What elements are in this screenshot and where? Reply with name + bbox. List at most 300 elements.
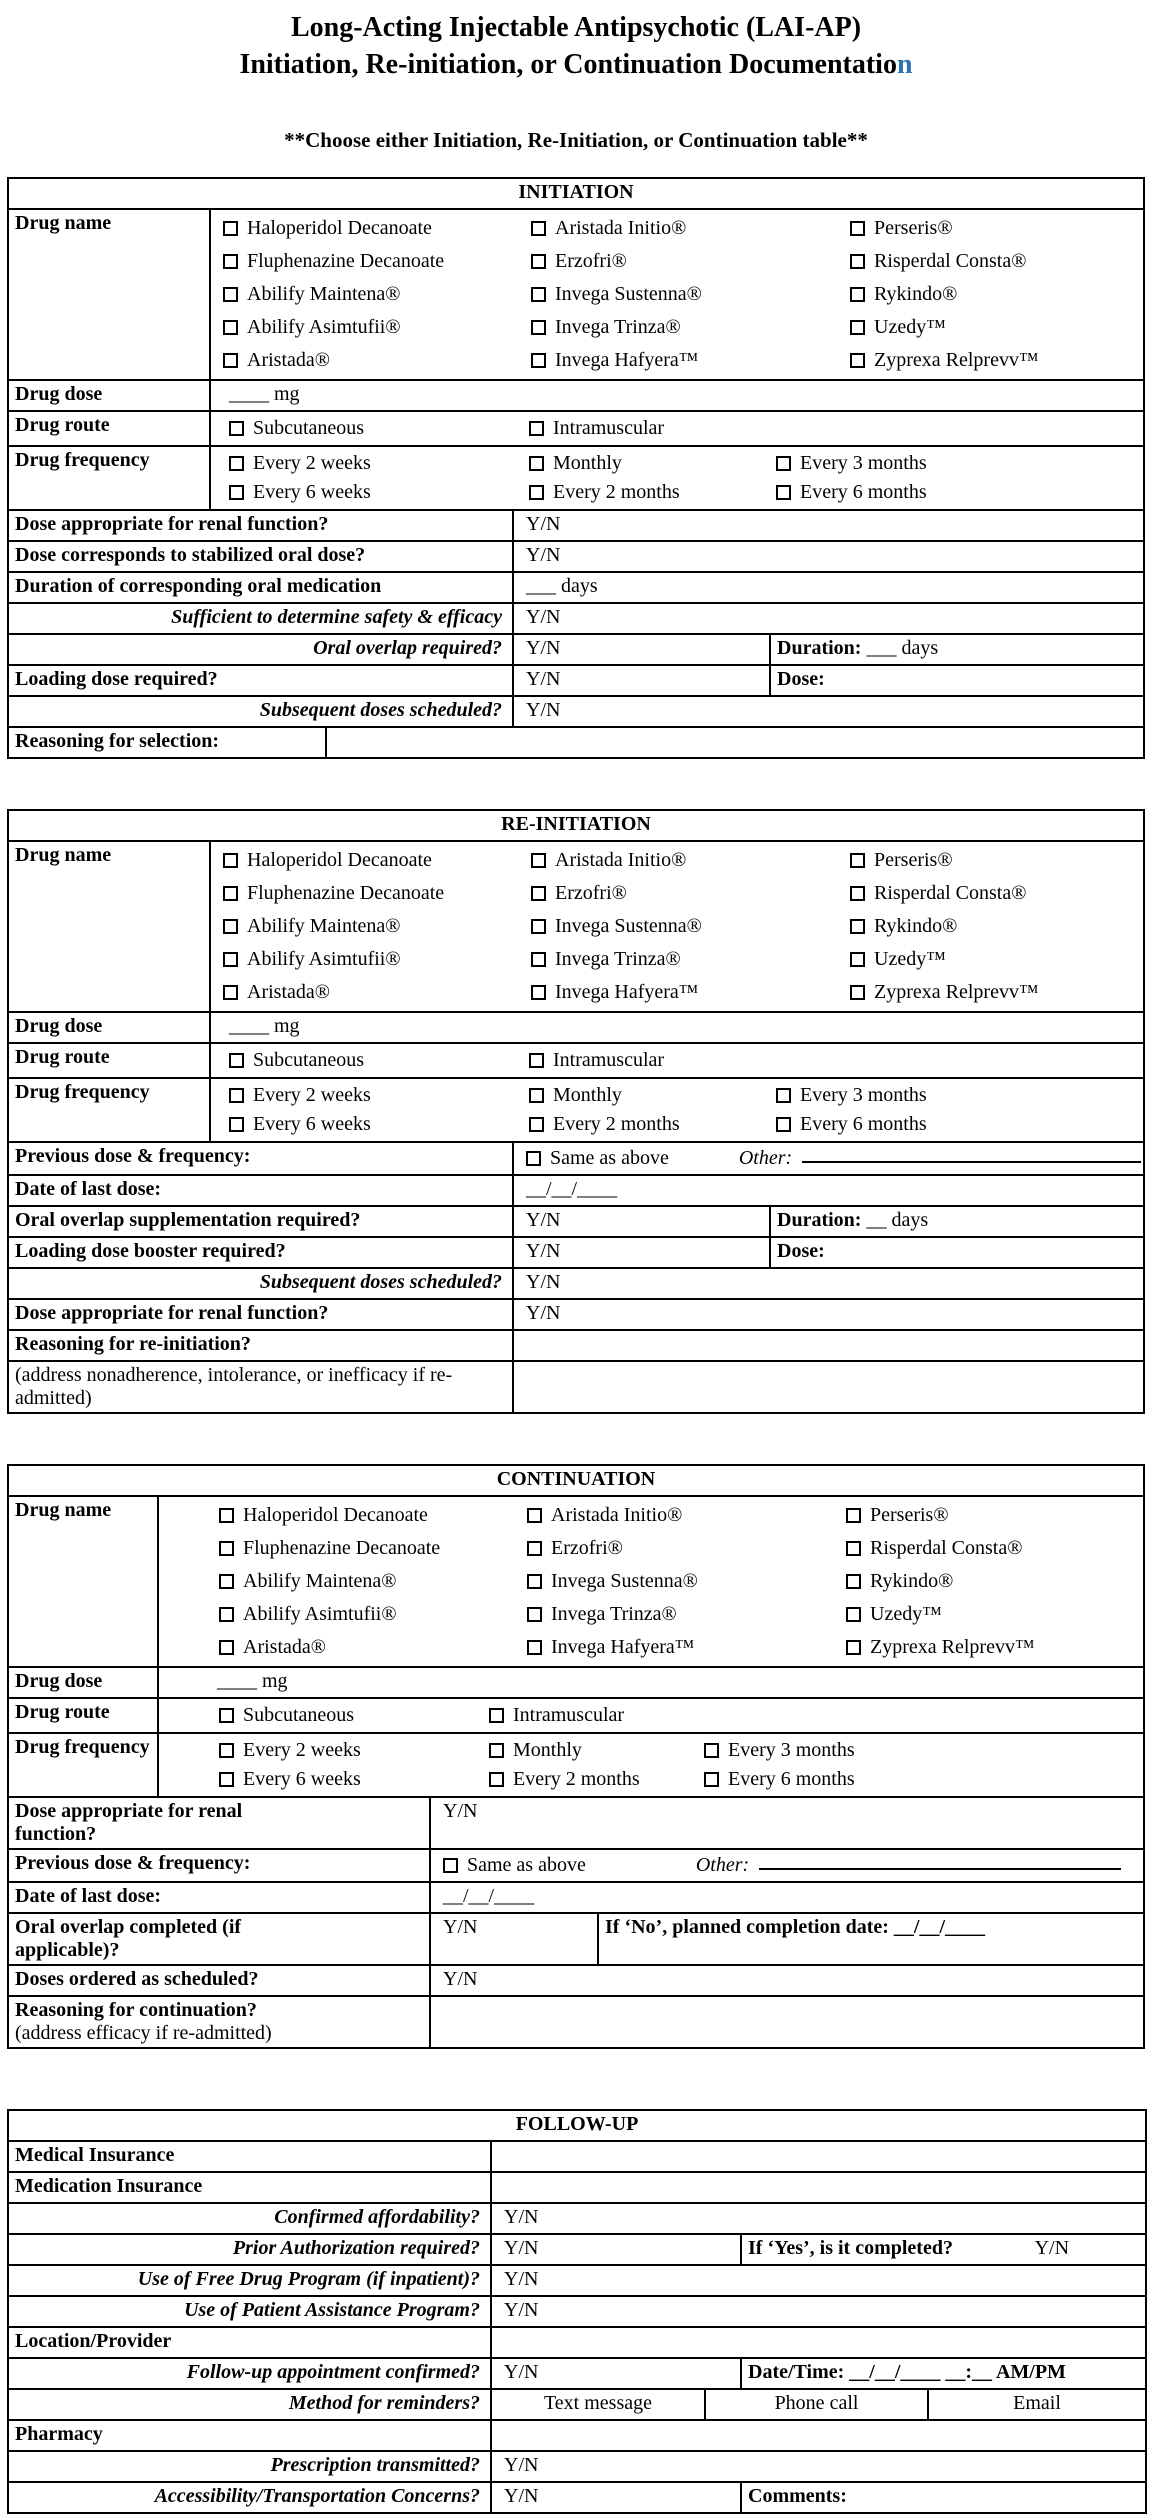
checkbox-option[interactable]: [219, 1532, 527, 1565]
checkbox-label: Every 2 weeks: [253, 451, 371, 474]
checkbox-label: Uzedy™: [870, 1602, 942, 1625]
checkbox-icon[interactable]: [223, 287, 238, 302]
renal-function-row: [8, 510, 1144, 541]
checkbox-option[interactable]: [229, 1081, 529, 1110]
checkbox-option[interactable]: [223, 877, 531, 910]
checkbox-label: Monthly: [513, 1738, 582, 1761]
reasoning-input-cell[interactable]: [513, 1330, 1144, 1361]
medical-insurance-input[interactable]: [491, 2141, 1146, 2172]
subsequent-doses-label: Subsequent doses scheduled?: [8, 696, 513, 727]
checkbox-icon[interactable]: [529, 1053, 544, 1068]
sufficient-label: Sufficient to determine safety & efficacy: [8, 603, 513, 634]
drug-frequency-label: Drug frequency: [8, 1733, 158, 1797]
fill-line[interactable]: [759, 1856, 1121, 1870]
checkbox-icon[interactable]: [531, 221, 546, 236]
yn-field[interactable]: Y/N: [491, 2265, 1146, 2296]
checkbox-label: Intramuscular: [553, 1048, 665, 1071]
checkbox-option[interactable]: [846, 1598, 1143, 1631]
checkbox-option[interactable]: [776, 1110, 927, 1139]
drug-dose-blank[interactable]: ____ mg: [217, 1669, 288, 1692]
checkbox-icon[interactable]: [531, 886, 546, 901]
drug-column-1: [223, 212, 531, 377]
checkbox-icon[interactable]: [531, 320, 546, 335]
reminder-option-email[interactable]: Email: [928, 2389, 1146, 2420]
checkbox-option[interactable]: [223, 976, 531, 1009]
checkbox-icon[interactable]: [229, 1117, 244, 1132]
checkbox-option[interactable]: [531, 976, 850, 1009]
continuation-table: [7, 1464, 1145, 2049]
checkbox-label: Abilify Maintena®: [247, 282, 401, 305]
reasoning-input-cell[interactable]: [513, 1361, 1144, 1413]
checkbox-icon[interactable]: [850, 287, 865, 302]
drug-name-options: [210, 841, 1144, 1012]
checkbox-option[interactable]: [489, 1736, 704, 1765]
appointment-confirmed-row: [8, 2358, 1146, 2389]
reminder-option-phone[interactable]: Phone call: [705, 2389, 928, 2420]
checkbox-icon[interactable]: [850, 320, 865, 335]
checkbox-icon[interactable]: [223, 952, 238, 967]
yn-field[interactable]: Y/N: [430, 1797, 1144, 1849]
checkbox-option[interactable]: [229, 478, 529, 507]
checkbox-icon[interactable]: [846, 1607, 861, 1622]
checkbox-option[interactable]: [776, 478, 927, 507]
frequency-option-row-1: [159, 1736, 1143, 1765]
checkbox-icon[interactable]: [219, 1541, 234, 1556]
initiation-table: [7, 177, 1145, 759]
checkbox-option[interactable]: [850, 278, 1143, 311]
dose-label: Dose:: [777, 1239, 825, 1262]
checkbox-option[interactable]: [223, 311, 531, 344]
checkbox-label: Every 6 weeks: [253, 480, 371, 503]
checkbox-option[interactable]: [527, 1598, 846, 1631]
checkbox-option[interactable]: [527, 1565, 846, 1598]
checkbox-icon[interactable]: [529, 456, 544, 471]
checkbox-icon[interactable]: [529, 1117, 544, 1132]
checkbox-icon[interactable]: [846, 1508, 861, 1523]
checkbox-icon[interactable]: [704, 1772, 719, 1787]
checkbox-option[interactable]: [529, 1110, 776, 1139]
checkbox-icon[interactable]: [531, 919, 546, 934]
checkbox-option[interactable]: [219, 1565, 527, 1598]
reminder-method-label: Method for reminders?: [8, 2389, 491, 2420]
checkbox-label: Zyprexa Relprevv™: [874, 980, 1039, 1003]
stabilized-dose-label: Dose corresponds to stabilized oral dose?: [8, 541, 513, 572]
drug-frequency-options: [210, 446, 1144, 510]
checkbox-option[interactable]: [850, 311, 1143, 344]
checkbox-option[interactable]: [850, 976, 1143, 1009]
continuation-header: CONTINUATION: [8, 1465, 1144, 1496]
checkbox-option[interactable]: [531, 311, 850, 344]
checkbox-icon[interactable]: [846, 1640, 861, 1655]
checkbox-icon[interactable]: [219, 1772, 234, 1787]
checkbox-label: Invega Hafyera™: [551, 1635, 695, 1658]
yn-field[interactable]: Y/N: [513, 541, 1144, 572]
same-as-above-option[interactable]: [526, 1145, 669, 1172]
checkbox-option[interactable]: [704, 1765, 855, 1794]
checkbox-icon[interactable]: [489, 1772, 504, 1787]
checkbox-label: Every 2 months: [553, 480, 680, 503]
checkbox-label: Invega Trinza®: [555, 947, 681, 970]
checkbox-option[interactable]: [531, 278, 850, 311]
checkbox-option[interactable]: [223, 943, 531, 976]
drug-route-label: Drug route: [8, 411, 210, 446]
appointment-datetime-field[interactable]: Date/Time: __/__/____ __:__ AM/PM: [741, 2358, 1146, 2389]
checkbox-icon[interactable]: [531, 353, 546, 368]
checkbox-label: Zyprexa Relprevv™: [870, 1635, 1035, 1658]
checkbox-option[interactable]: [850, 344, 1143, 377]
checkbox-option[interactable]: [489, 1701, 704, 1730]
checkbox-label: Aristada®: [243, 1635, 326, 1658]
checkbox-option[interactable]: [850, 877, 1143, 910]
checkbox-label: Risperdal Consta®: [874, 881, 1027, 904]
oral-duration-blank[interactable]: ___ days: [513, 572, 1144, 603]
yn-field[interactable]: Y/N: [491, 2482, 741, 2513]
comments-field[interactable]: Comments:: [741, 2482, 1146, 2513]
checkbox-label: Abilify Maintena®: [243, 1569, 397, 1592]
checkbox-icon[interactable]: [704, 1743, 719, 1758]
overlap-duration-field[interactable]: [770, 1206, 1144, 1237]
yn-field[interactable]: Y/N: [430, 1913, 598, 1965]
checkbox-option[interactable]: [531, 844, 850, 877]
yn-field[interactable]: Y/N: [491, 2296, 1146, 2327]
checkbox-option[interactable]: [529, 1081, 776, 1110]
checkbox-label: Uzedy™: [874, 947, 946, 970]
checkbox-icon[interactable]: [531, 853, 546, 868]
checkbox-icon[interactable]: [531, 985, 546, 1000]
yn-field[interactable]: Y/N: [491, 2358, 741, 2389]
checkbox-option[interactable]: [529, 478, 776, 507]
checkbox-label: Abilify Asimtufii®: [247, 315, 401, 338]
checkbox-option[interactable]: [531, 212, 850, 245]
checkbox-label: Subcutaneous: [253, 416, 365, 439]
checkbox-option[interactable]: [529, 414, 776, 443]
drug-dose-blank[interactable]: ____ mg: [229, 382, 300, 405]
checkbox-option[interactable]: [850, 844, 1143, 877]
renal-function-row: [8, 1299, 1144, 1330]
yn-field[interactable]: Y/N: [491, 2451, 1146, 2482]
yn-field[interactable]: Y/N: [513, 634, 770, 665]
reasoning-row: [8, 727, 1144, 758]
checkbox-icon[interactable]: [223, 353, 238, 368]
fill-line[interactable]: [802, 1149, 1141, 1163]
checkbox-option[interactable]: [531, 943, 850, 976]
yn-field[interactable]: Y/N: [513, 603, 1144, 634]
checkbox-option[interactable]: [529, 449, 776, 478]
drug-column-3: [846, 1499, 1143, 1664]
drug-name-row: [8, 841, 1144, 1012]
checkbox-label: Perseris®: [874, 848, 953, 871]
checkbox-label: Rykindo®: [874, 914, 958, 937]
yn-field[interactable]: Y/N: [513, 665, 770, 696]
checkbox-icon[interactable]: [850, 353, 865, 368]
checkbox-label: Risperdal Consta®: [870, 1536, 1023, 1559]
yn-field[interactable]: Y/N: [1034, 2236, 1070, 2259]
date-blank[interactable]: __/__/____: [513, 1175, 1144, 1206]
reasoning-label: Reasoning for re-initiation?: [8, 1330, 513, 1361]
yn-field[interactable]: Y/N: [513, 1299, 1144, 1330]
drug-dose-field[interactable]: [158, 1667, 1144, 1698]
affordability-row: [8, 2203, 1146, 2234]
yn-field[interactable]: Y/N: [513, 1206, 770, 1237]
prior-auth-completed-field[interactable]: [741, 2234, 1146, 2265]
route-option-row: [211, 414, 1143, 443]
checkbox-icon[interactable]: [219, 1743, 234, 1758]
checkbox-icon[interactable]: [229, 421, 244, 436]
checkbox-label: Same as above: [550, 1146, 669, 1169]
checkbox-label: Every 3 months: [800, 451, 927, 474]
checkbox-icon[interactable]: [531, 952, 546, 967]
checkbox-label: Perseris®: [874, 216, 953, 239]
checkbox-icon[interactable]: [527, 1508, 542, 1523]
checkbox-icon[interactable]: [846, 1541, 861, 1556]
checkbox-option[interactable]: [776, 1081, 927, 1110]
checkbox-label: Every 2 months: [553, 1112, 680, 1135]
yn-field[interactable]: Y/N: [491, 2234, 741, 2265]
drug-route-row: [8, 1043, 1144, 1078]
loading-booster-label: Loading dose booster required?: [8, 1237, 513, 1268]
checkbox-label: Every 3 months: [800, 1083, 927, 1106]
drug-column-2: [531, 844, 850, 1009]
previous-dose-label: Previous dose & frequency:: [8, 1849, 430, 1882]
checkbox-icon[interactable]: [229, 456, 244, 471]
checkbox-option[interactable]: [531, 344, 850, 377]
checkbox-icon[interactable]: [229, 485, 244, 500]
checkbox-label: Aristada®: [247, 980, 330, 1003]
checkbox-option[interactable]: [223, 245, 531, 278]
location-provider-row: [8, 2327, 1146, 2358]
drug-frequency-label: Drug frequency: [8, 1078, 210, 1142]
checkbox-label: Every 2 weeks: [243, 1738, 361, 1761]
checkbox-option[interactable]: [531, 877, 850, 910]
medication-insurance-input[interactable]: [491, 2172, 1146, 2203]
checkbox-option[interactable]: [850, 245, 1143, 278]
pharmacy-row: [8, 2420, 1146, 2451]
checkbox-label: Invega Sustenna®: [555, 914, 702, 937]
drug-column-3: [850, 212, 1143, 377]
checkbox-icon[interactable]: [776, 456, 791, 471]
checkbox-icon[interactable]: [489, 1708, 504, 1723]
location-provider-input[interactable]: [491, 2327, 1146, 2358]
yn-field[interactable]: Y/N: [513, 1268, 1144, 1299]
checkbox-option[interactable]: [531, 910, 850, 943]
drug-name-label: Drug name: [8, 1496, 158, 1667]
checkbox-option[interactable]: [219, 1598, 527, 1631]
overlap-duration-field[interactable]: [770, 634, 1144, 665]
drug-dose-field[interactable]: [210, 380, 1144, 411]
checkbox-option[interactable]: [219, 1701, 489, 1730]
duration-label: Duration:: [777, 1208, 862, 1231]
planned-completion-field[interactable]: If ‘No’, planned completion date: __/__/____: [598, 1913, 1144, 1965]
reasoning-note: (address efficacy if re-admitted): [15, 2021, 272, 2044]
checkbox-option[interactable]: [223, 344, 531, 377]
checkbox-icon[interactable]: [531, 287, 546, 302]
checkbox-label: Same as above: [467, 1853, 586, 1876]
checkbox-icon[interactable]: [776, 1117, 791, 1132]
medical-insurance-row: [8, 2141, 1146, 2172]
checkbox-option[interactable]: [219, 1499, 527, 1532]
checkbox-icon[interactable]: [850, 952, 865, 967]
checkbox-label: Invega Hafyera™: [555, 348, 699, 371]
followup-header: FOLLOW-UP: [8, 2110, 1146, 2141]
yn-field[interactable]: Y/N: [513, 1237, 770, 1268]
checkbox-label: Invega Sustenna®: [555, 282, 702, 305]
previous-dose-field: [513, 1142, 1144, 1175]
title-accent-letter: n: [896, 48, 913, 80]
checkbox-option[interactable]: [219, 1631, 527, 1664]
checkbox-icon[interactable]: [219, 1508, 234, 1523]
checkbox-icon[interactable]: [443, 1858, 458, 1873]
checkbox-option[interactable]: [704, 1736, 855, 1765]
checkbox-icon[interactable]: [223, 254, 238, 269]
checkbox-label: Perseris®: [870, 1503, 949, 1526]
checkbox-icon[interactable]: [527, 1574, 542, 1589]
checkbox-icon[interactable]: [526, 1151, 541, 1166]
checkbox-option[interactable]: [219, 1736, 489, 1765]
checkbox-option[interactable]: [531, 245, 850, 278]
checkbox-label: Fluphenazine Decanoate: [243, 1536, 441, 1559]
checkbox-icon[interactable]: [531, 254, 546, 269]
checkbox-option[interactable]: [229, 1110, 529, 1139]
checkbox-icon[interactable]: [850, 254, 865, 269]
checkbox-option[interactable]: [223, 844, 531, 877]
checkbox-icon[interactable]: [527, 1640, 542, 1655]
checkbox-icon[interactable]: [776, 485, 791, 500]
yn-field[interactable]: Y/N: [513, 510, 1144, 541]
patient-assistance-row: [8, 2296, 1146, 2327]
checkbox-icon[interactable]: [219, 1574, 234, 1589]
checkbox-icon[interactable]: [219, 1607, 234, 1622]
checkbox-option[interactable]: [223, 910, 531, 943]
previous-dose-row: [8, 1142, 1144, 1175]
checkbox-icon[interactable]: [219, 1708, 234, 1723]
checkbox-icon[interactable]: [229, 1088, 244, 1103]
checkbox-icon[interactable]: [229, 1053, 244, 1068]
checkbox-label: Invega Trinza®: [551, 1602, 677, 1625]
checkbox-icon[interactable]: [223, 985, 238, 1000]
checkbox-option[interactable]: [229, 449, 529, 478]
same-as-above-option[interactable]: [443, 1852, 586, 1879]
other-label: Other:: [738, 1146, 793, 1169]
date-blank[interactable]: __/__/____: [430, 1882, 1144, 1913]
checkbox-option[interactable]: [527, 1631, 846, 1664]
oral-duration-row: [8, 572, 1144, 603]
checkbox-label: Every 2 weeks: [253, 1083, 371, 1106]
checkbox-icon[interactable]: [527, 1541, 542, 1556]
checkbox-icon[interactable]: [776, 1088, 791, 1103]
checkbox-option[interactable]: [850, 212, 1143, 245]
date-last-dose-label: Date of last dose:: [8, 1175, 513, 1206]
checkbox-option[interactable]: [489, 1765, 704, 1794]
stabilized-dose-row: [8, 541, 1144, 572]
checkbox-icon[interactable]: [850, 221, 865, 236]
drug-name-options: [210, 209, 1144, 380]
checkbox-option[interactable]: [846, 1565, 1143, 1598]
checkbox-label: Every 6 months: [800, 480, 927, 503]
checkbox-icon[interactable]: [850, 853, 865, 868]
duration-blank[interactable]: __ days: [866, 1208, 929, 1231]
initiation-header: INITIATION: [8, 178, 1144, 209]
checkbox-option[interactable]: [229, 414, 529, 443]
checkbox-icon[interactable]: [223, 886, 238, 901]
checkbox-icon[interactable]: [529, 1088, 544, 1103]
checkbox-icon[interactable]: [489, 1743, 504, 1758]
booster-dose-field[interactable]: [770, 1237, 1144, 1268]
checkbox-option[interactable]: [527, 1532, 846, 1565]
checkbox-icon[interactable]: [219, 1640, 234, 1655]
previous-dose-row: [8, 1849, 1144, 1882]
prescription-transmitted-row: [8, 2451, 1146, 2482]
checkbox-option[interactable]: [846, 1499, 1143, 1532]
checkbox-option[interactable]: [223, 212, 531, 245]
checkbox-icon[interactable]: [223, 320, 238, 335]
prior-auth-completed-label: If ‘Yes’, is it completed?: [748, 2236, 953, 2259]
loading-dose-label: Loading dose required?: [8, 665, 513, 696]
checkbox-label: Aristada®: [247, 348, 330, 371]
checkbox-option[interactable]: [850, 943, 1143, 976]
yn-field[interactable]: Y/N: [491, 2203, 1146, 2234]
reasoning-input-cell[interactable]: [430, 1996, 1144, 2048]
loading-dose-field[interactable]: [770, 665, 1144, 696]
checkbox-icon[interactable]: [527, 1607, 542, 1622]
checkbox-icon[interactable]: [223, 919, 238, 934]
checkbox-option[interactable]: [219, 1765, 489, 1794]
checkbox-label: Fluphenazine Decanoate: [247, 249, 445, 272]
instruction-subtitle: **Choose either Initiation, Re-Initiation, or Continuation table**: [284, 127, 868, 152]
renal-function-label: Dose appropriate for renal function?: [8, 1797, 430, 1849]
checkbox-label: Every 3 months: [728, 1738, 855, 1761]
checkbox-option[interactable]: [846, 1631, 1143, 1664]
checkbox-icon[interactable]: [846, 1574, 861, 1589]
other-label: Other:: [695, 1853, 750, 1876]
yn-field[interactable]: Y/N: [430, 1965, 1144, 1996]
checkbox-icon[interactable]: [850, 985, 865, 1000]
drug-frequency-row: [8, 1733, 1144, 1797]
checkbox-icon[interactable]: [850, 886, 865, 901]
checkbox-icon[interactable]: [850, 919, 865, 934]
checkbox-option[interactable]: [529, 1046, 776, 1075]
previous-dose-label: Previous dose & frequency:: [8, 1142, 513, 1175]
pharmacy-label: Pharmacy: [8, 2420, 491, 2451]
reinitiation-header: RE-INITIATION: [8, 810, 1144, 841]
checkbox-option[interactable]: [223, 278, 531, 311]
affordability-label: Confirmed affordability?: [8, 2203, 491, 2234]
checkbox-icon[interactable]: [529, 485, 544, 500]
checkbox-icon[interactable]: [529, 421, 544, 436]
checkbox-icon[interactable]: [223, 221, 238, 236]
pharmacy-input[interactable]: [491, 2420, 1146, 2451]
checkbox-label: Intramuscular: [553, 416, 665, 439]
oral-overlap-row: [8, 634, 1144, 665]
checkbox-icon[interactable]: [223, 853, 238, 868]
reasoning-input-cell[interactable]: [326, 727, 1144, 758]
yn-field[interactable]: Y/N: [513, 696, 1144, 727]
checkbox-option[interactable]: [846, 1532, 1143, 1565]
drug-dose-label: Drug dose: [8, 380, 210, 411]
drug-route-options: [210, 411, 1144, 446]
oral-overlap-completed-row: [8, 1913, 1144, 1965]
drug-column-1: [223, 844, 531, 1009]
drug-dose-blank[interactable]: ____ mg: [229, 1014, 300, 1037]
checkbox-option[interactable]: [776, 449, 927, 478]
checkbox-option[interactable]: [527, 1499, 846, 1532]
renal-function-label: Dose appropriate for renal function?: [8, 510, 513, 541]
drug-dose-field[interactable]: [210, 1012, 1144, 1043]
duration-blank[interactable]: ___ days: [866, 636, 939, 659]
checkbox-option[interactable]: [850, 910, 1143, 943]
checkbox-option[interactable]: [229, 1046, 529, 1075]
reminder-option-text[interactable]: Text message: [491, 2389, 705, 2420]
checkbox-label: Fluphenazine Decanoate: [247, 881, 445, 904]
